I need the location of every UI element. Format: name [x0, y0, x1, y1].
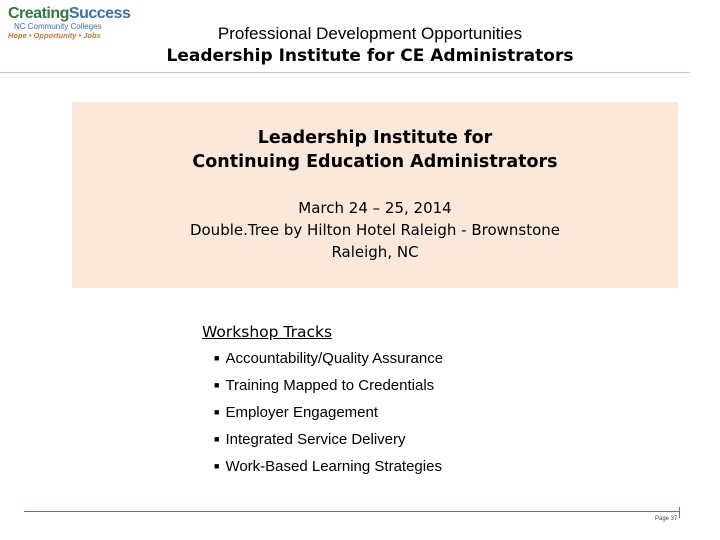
- track-label: Training Mapped to Credentials: [225, 377, 435, 394]
- title-divider: [0, 72, 690, 73]
- event-city: Raleigh, NC: [331, 243, 419, 261]
- track-item: [214, 350, 443, 367]
- page-subtitle: Leadership Institute for CE Administrators: [166, 46, 574, 66]
- event-heading-line1: Leadership Institute for: [257, 128, 493, 148]
- track-item: [214, 377, 434, 394]
- event-venue: Double.Tree by Hilton Hotel Raleigh - Brownstone: [189, 221, 561, 239]
- footer-divider-tick: [679, 507, 680, 518]
- bullet-icon: ■: [214, 407, 220, 417]
- logo-wordmark: CreatingSuccess: [8, 5, 131, 22]
- track-item: [214, 431, 406, 448]
- bullet-icon: ■: [214, 434, 220, 444]
- bullet-icon: ■: [214, 380, 220, 390]
- logo-tagline: Hope • Opportunity • Jobs: [8, 31, 101, 40]
- page-title: Professional Development Opportunities: [217, 24, 523, 43]
- bullet-icon: ■: [214, 461, 220, 471]
- event-dates: March 24 – 25, 2014: [298, 199, 452, 217]
- footer-divider: [24, 511, 680, 512]
- track-item: [214, 458, 442, 475]
- page-number: Page 37: [655, 516, 678, 522]
- bullet-icon: ■: [214, 353, 220, 363]
- logo-organization: NC Community Colleges: [14, 22, 102, 31]
- workshop-tracks-heading: Workshop Tracks: [202, 323, 333, 341]
- track-label: Integrated Service Delivery: [225, 431, 406, 448]
- track-label: Work-Based Learning Strategies: [225, 458, 442, 475]
- track-label: Employer Engagement: [225, 404, 379, 421]
- track-item: [214, 404, 378, 421]
- creating-success-logo: [8, 5, 131, 42]
- event-heading-line2: Continuing Education Administrators: [192, 152, 558, 172]
- event-info-box: [72, 102, 678, 288]
- track-label: Accountability/Quality Assurance: [225, 350, 444, 367]
